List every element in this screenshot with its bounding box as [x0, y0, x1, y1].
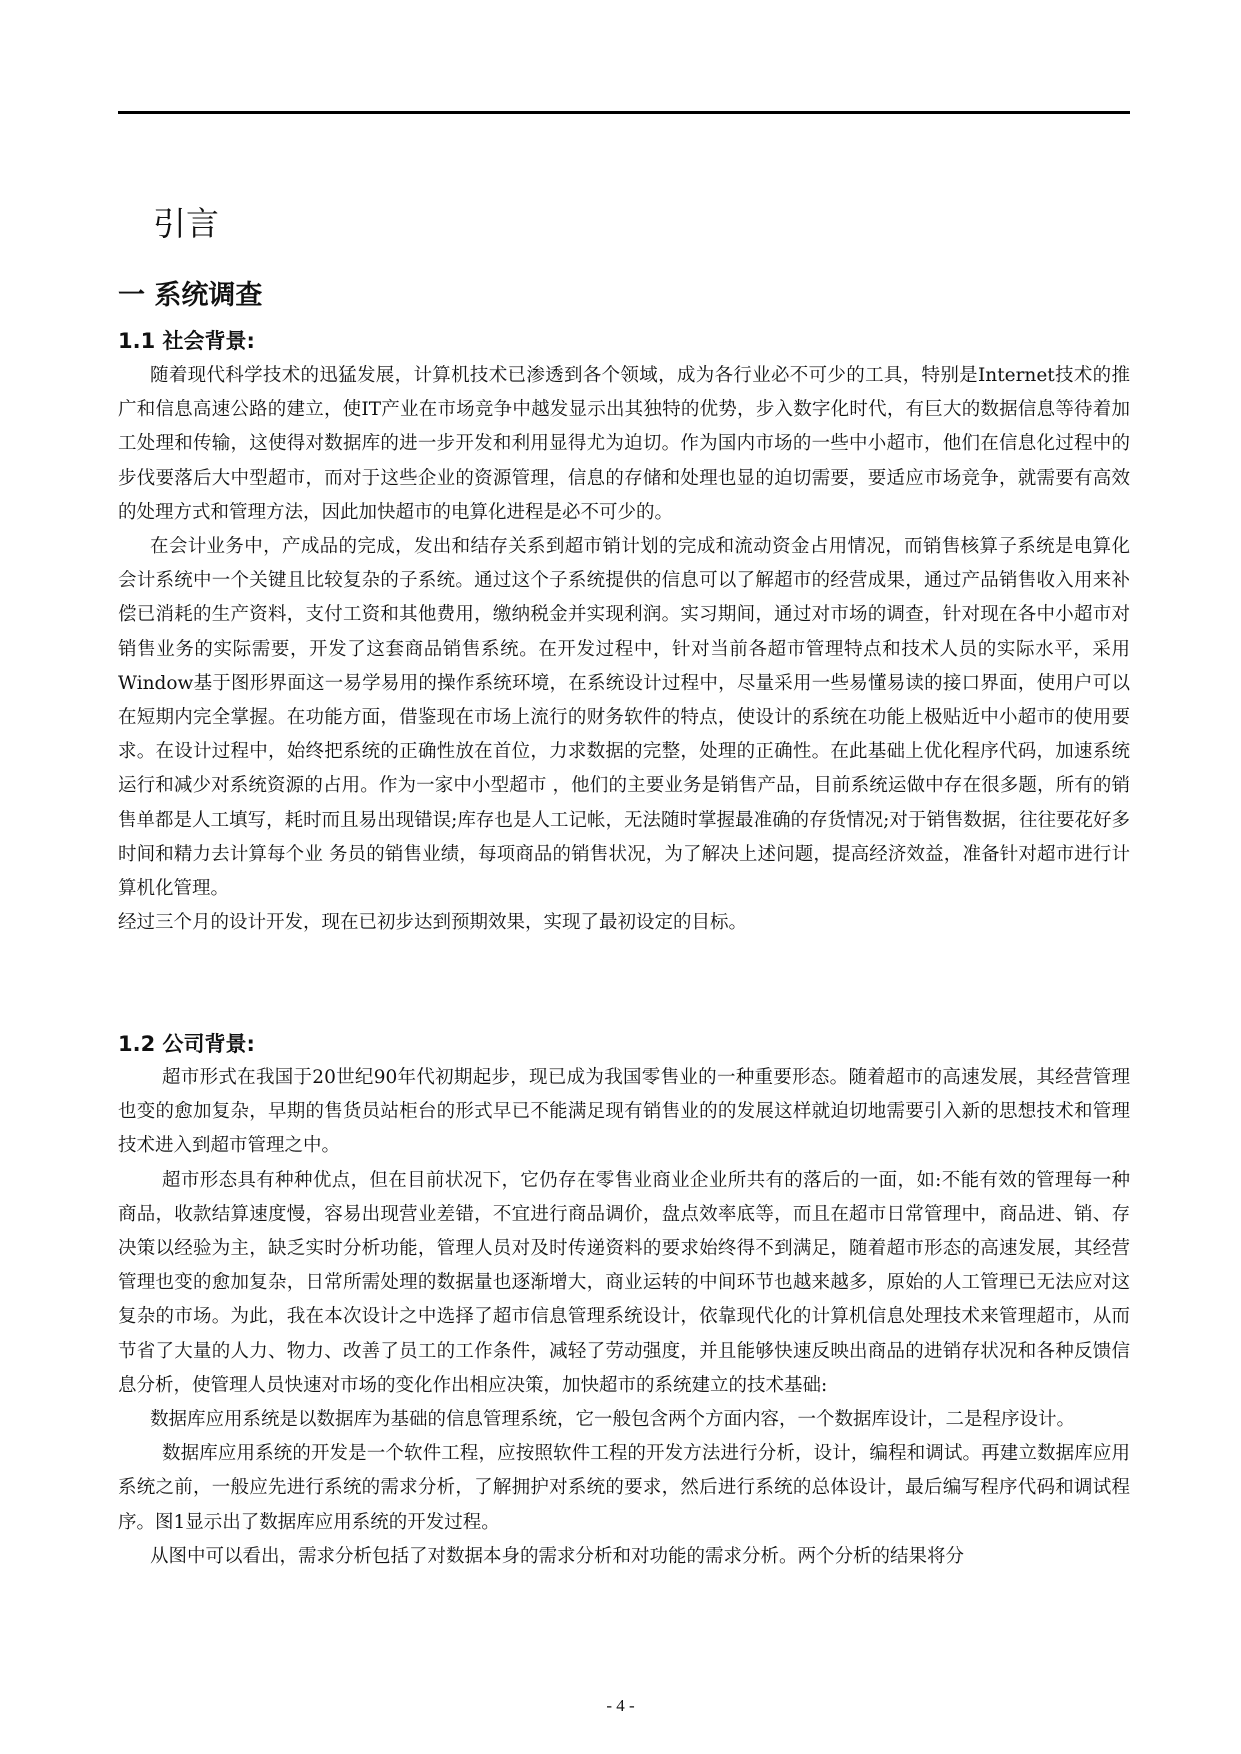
page-title: 引言	[153, 204, 219, 243]
paragraph: 超市形态具有种种优点，但在目前状况下，它仍存在零售业商业企业所共有的落后的一面，如:不能有效的管理每一种商品，收款结算速度慢，容易出现营业差错，不宜进行商品调价，盘点效率底等，而且在超市日常管理中，商品进、销、存决策以经验为主，缺乏实时分析功能，管理人员对及时传递资料的要求始终得不到满足，随着超市形态的高速发展，其经营管理也变的愈加复杂，日常所需处理的数据量也逐渐增大，商业运转的中间环节也越来越多，原始的人工管理已无法应对这复杂的市场。为此，我在本次设计之中选择了超市信息管理系统设计，依靠现代化的计算机信息处理技术来管理超市，从而节省了大量的人力、物力、改善了员工的工作条件，减轻了劳动强度，并且能够快速反映出商品的进销存状况和各种反馈信息分析，使管理人员快速对市场的变化作出相应决策，加快超市的系统建立的技术基础:	[118, 1169, 1130, 1396]
header-rule	[118, 111, 1130, 114]
subsection-heading-company-background: 1.2 公司背景:	[118, 1032, 255, 1056]
paragraph: 数据库应用系统的开发是一个软件工程，应按照软件工程的开发方法进行分析，设计，编程和调试。再建立数据库应用系统之前，一般应先进行系统的需求分析，了解拥护对系统的要求，然后进行系统的总体设计，最后编写程序代码和调试程序。图1显示出了数据库应用系统的开发过程。	[118, 1443, 1130, 1533]
paragraph: 在会计业务中，产成品的完成，发出和结存关系到超市销计划的完成和流动资金占用情况，而销售核算子系统是电算化会计系统中一个关键且比较复杂的子系统。通过这个子系统提供的信息可以了解超市的经营成果，通过产品销售收入用来补偿已消耗的生产资料，支付工资和其他费用，缴纳税金并实现利润。实习期间，通过对市场的调查，针对现在各中小超市对销售业务的实际需要，开发了这套商品销售系统。在开发过程中，针对当前各超市管理特点和技术人员的实际水平，采用Window基于图形界面这一易学易用的操作系统环境，在系统设计过程中，尽量采用一些易懂易读的接口界面，使用户可以在短期内完全掌握。在功能方面，借鉴现在市场上流行的财务软件的特点，使设计的系统在功能上极贴近中小超市的使用要求。在设计过程中，始终把系统的正确性放在首位，力求数据的完整，处理的正确性。在此基础上优化程序代码，加速系统运行和减少对系统资源的占用。作为一家中小型超市 ，他们的主要业务是销售产品，目前系统运做中存在很多题，所有的销售单都是人工填写，耗时而且易出现错误;库存也是人工记帐，无法随时掌握最准确的存货情况;对于销售数据，往往要花好多时间和精力去计算每个业 务员的销售业绩，每项商品的销售状况，为了解决上述问题，提高经济效益，准备针对超市进行计算机化管理。	[118, 536, 1130, 900]
subsection-body-social-background	[118, 359, 1130, 940]
paragraph: 随着现代科学技术的迅猛发展，计算机技术已渗透到各个领域，成为各行业必不可少的工具，特别是Internet技术的推广和信息高速公路的建立，使IT产业在市场竞争中越发显示出其独特的优势，步入数字化时代，有巨大的数据信息等待着加工处理和传输，这使得对数据库的进一步开发和利用显得尤为迫切。作为国内市场的一些中小超市，他们在信息化过程中的步伐要落后大中型超市，而对于这些企业的资源管理，信息的存储和处理也显的迫切需要，要适应市场竞争，就需要有高效的处理方式和管理方法，因此加快超市的电算化进程是必不可少的。	[118, 365, 1130, 523]
paragraph: 经过三个月的设计开发，现在已初步达到预期效果，实现了最初设定的目标。	[118, 912, 748, 934]
paragraph: 超市形式在我国于20世纪90年代初期起步，现已成为我国零售业的一种重要形态。随着超市的高速发展，其经营管理也变的愈加复杂，早期的售货员站柜台的形式早已不能满足现有销售业的的发展这样就迫切地需要引入新的思想技术和管理技术进入到超市管理之中。	[118, 1067, 1130, 1157]
subsection-heading-social-background: 1.1 社会背景:	[118, 329, 255, 353]
section-heading: 一 系统调查	[118, 280, 263, 311]
paragraph: 从图中可以看出，需求分析包括了对数据本身的需求分析和对功能的需求分析。两个分析的结果将分	[150, 1545, 965, 1567]
paragraph: 数据库应用系统是以数据库为基础的信息管理系统，它一般包含两个方面内容，一个数据库设计，二是程序设计。	[150, 1409, 1076, 1431]
subsection-body-company-background	[118, 1061, 1130, 1574]
page-number: - 4 -	[606, 1696, 635, 1715]
